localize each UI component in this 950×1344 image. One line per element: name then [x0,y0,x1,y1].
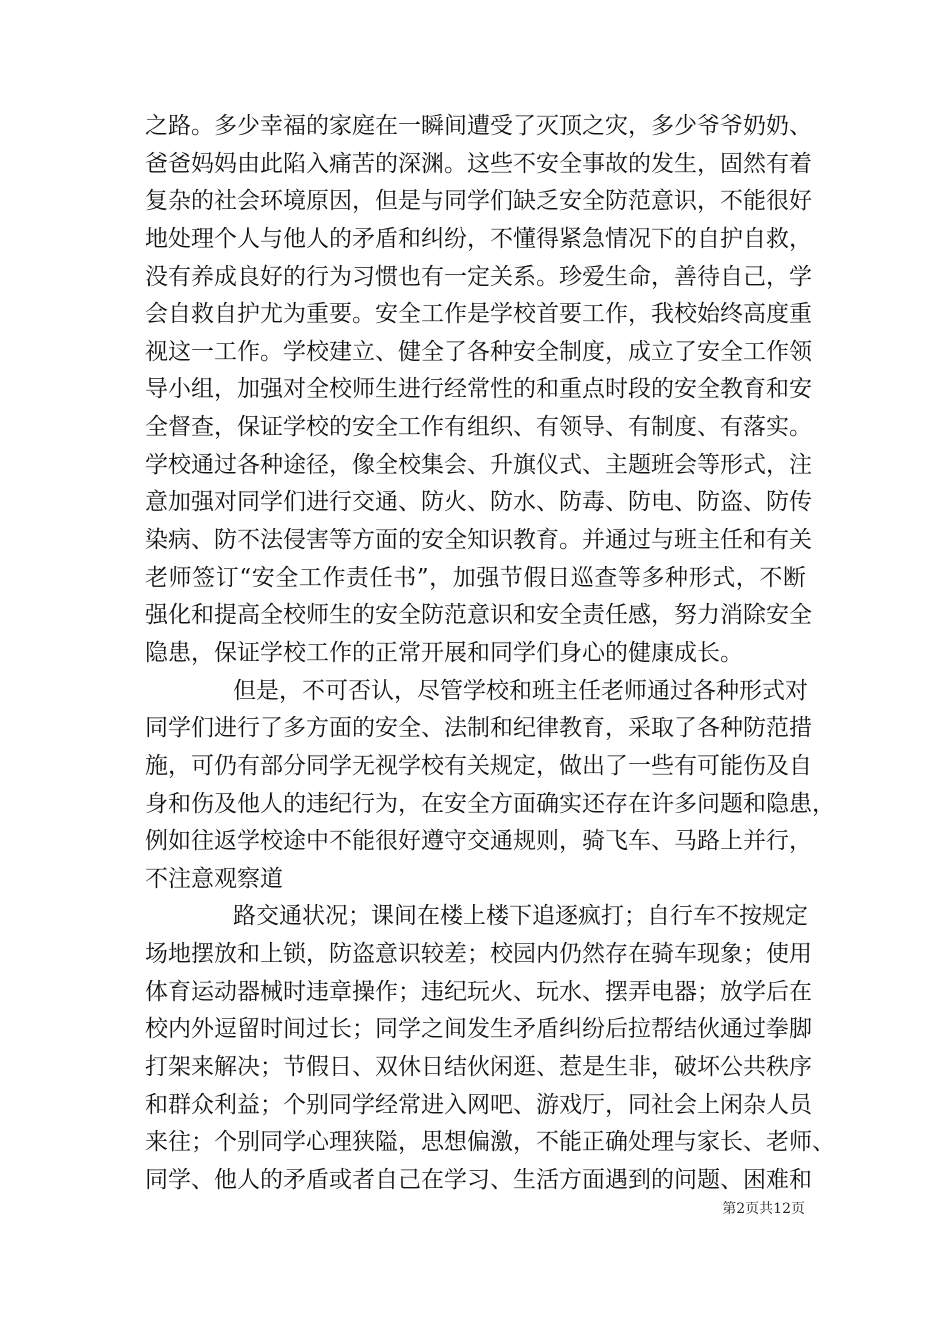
text-line: 复杂的社会环境原因，但是与同学们缺乏安全防范意识，不能很好 [145,188,812,215]
text-line: 导小组，加强对全校师生进行经常性的和重点时段的安全教育和安 [145,376,812,403]
document-body [145,108,835,1200]
text-line: 隐患，保证学校工作的正常开展和同学们身心的健康成长。 [145,639,743,666]
paragraph-start-line: 但是，不可否认，尽管学校和班主任老师通过各种形式对 [233,677,808,704]
text-line: 校内外逗留时间过长；同学之间发生矛盾纠纷后拉帮结伙通过拳脚 [145,1016,812,1043]
text-line: 意加强对同学们进行交通、防火、防水、防毒、防电、防盗、防传 [145,489,812,516]
text-line: 打架来解决；节假日、双休日结伙闲逛、惹是生非，破坏公共秩序 [145,1054,812,1081]
text-line: 强化和提高全校师生的安全防范意识和安全责任感，努力消除安全 [145,602,812,629]
text-line: 之路。多少幸福的家庭在一瞬间遭受了灭顶之灾，多少爷爷奶奶、 [145,113,812,139]
text-line: 体育运动器械时违章操作；违纪玩火、玩水、摆弄电器；放学后在 [145,978,812,1005]
text-line: 全督查，保证学校的安全工作有组织、有领导、有制度、有落实。 [145,414,812,441]
text-line: 没有养成良好的行为习惯也有一定关系。珍爱生命，善待自己，学 [145,263,812,290]
text-line: 施，可仍有部分同学无视学校有关规定，做出了一些有可能伤及自 [145,752,812,779]
text-line: 学校通过各种途径，像全校集会、升旗仪式、主题班会等形式，注 [145,451,812,478]
text-line: 老师签订“安全工作责任书”，加强节假日巡查等多种形式，不断 [145,564,806,591]
text-line: 地处理个人与他人的矛盾和纠纷，不懂得紧急情况下的自护自救， [145,225,812,252]
text-line: 和群众利益；个别同学经常进入网吧、游戏厅，同社会上闲杂人员 [145,1091,812,1118]
text-line: 同学、他人的矛盾或者自己在学习、生活方面遇到的问题、困难和 [145,1166,812,1193]
text-line: 同学们进行了多方面的安全、法制和纪律教育，采取了各种防范措 [145,715,812,742]
text-line: 视这一工作。学校建立、健全了各种安全制度，成立了安全工作领 [145,338,812,365]
page-number: 第2页共12页 [722,1201,805,1217]
text-line: 不注意观察道 [145,865,283,892]
text-line: 例如往返学校途中不能很好遵守交通规则，骑飞车、马路上并行， [145,828,812,855]
text-line: 场地摆放和上锁，防盗意识较差；校园内仍然存在骑车现象；使用 [145,941,812,968]
paragraph-start-line: 路交通状况；课间在楼上楼下追逐疯打；自行车不按规定 [233,903,808,930]
text-line: 爸爸妈妈由此陷入痛苦的深渊。这些不安全事故的发生，固然有着 [145,150,812,177]
text-line: 来往；个别同学心理狭隘，思想偏激，不能正确处理与家长、老师、 [145,1129,835,1156]
text-line: 会自救自护尤为重要。安全工作是学校首要工作，我校始终高度重 [145,301,812,328]
text-line: 身和伤及他人的违纪行为，在安全方面确实还存在许多问题和隐患， [145,790,835,817]
text-line: 染病、防不法侵害等方面的安全知识教育。并通过与班主任和有关 [145,527,812,554]
